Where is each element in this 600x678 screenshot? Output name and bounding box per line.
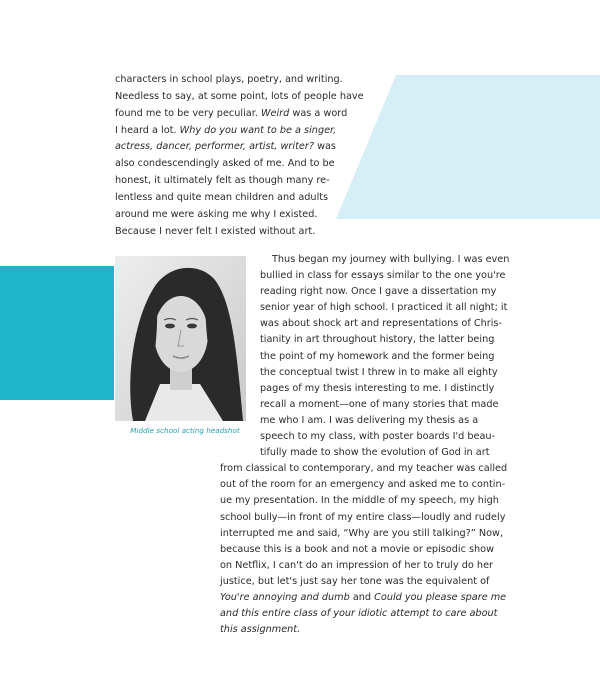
text-line: reading right now. Once I gave a dissertation my — [260, 286, 497, 298]
text-line: characters in school plays, poetry, and writing. — [115, 74, 343, 85]
text-line: lentless and quite mean children and adults — [115, 191, 329, 203]
text-line: on Netflix, I can't do an impression of her to truly do her — [220, 559, 494, 571]
text-line: actress, dancer, performer, artist, writer? was — [115, 141, 336, 153]
text-line: bullied in class for essays similar to the one you're — [260, 270, 506, 282]
text-line: justice, but let's just say her tone was the equivalent of — [220, 575, 490, 587]
text-line: Because I never felt I existed without art. — [115, 225, 316, 237]
text-line: me who I am. I was delivering my thesis as a — [260, 414, 479, 426]
text-line: Needless to say, at some point, lots of people have — [115, 90, 364, 102]
text-line: interrupted me and said, “Why are you still talking?” Now, — [220, 527, 504, 539]
paragraph-main — [220, 252, 520, 638]
text-line: pages of my thesis interesting to me. I distinctly — [260, 382, 495, 394]
text-line: speech to my class, with poster boards I'd beau- — [260, 431, 496, 443]
text-line: school bully—in front of my entire class—loudly and rudely — [220, 511, 506, 523]
text-line: tianity in art throughout history, the latter being — [260, 334, 495, 346]
text-line: also condescendingly asked of me. And to be — [115, 158, 335, 170]
text-line: from classical to contemporary, and my teacher was called — [220, 463, 508, 475]
text-line: this assignment. — [220, 624, 301, 636]
text-line: and this entire class of your idiotic attempt to care about — [220, 608, 498, 620]
text-line: found me to be very peculiar. Weird was a word — [115, 107, 348, 119]
text-line: Thus began my journey with bullying. I was even — [272, 254, 510, 265]
text-line: You're annoying and dumb and Could you please spare me — [220, 591, 507, 603]
text-line: recall a moment—one of many stories that made — [260, 398, 499, 410]
text-line: around me were asking me why I existed. — [115, 208, 318, 220]
text-line: I heard a lot. Why do you want to be a singer, — [115, 124, 337, 136]
text-line: out of the room for an emergency and asked me to contin- — [220, 479, 506, 491]
text-line: the point of my homework and the former being — [260, 350, 495, 362]
text-line: was about shock art and representations of Chris- — [260, 318, 502, 330]
photo-caption: Middle school acting headshot — [130, 426, 240, 435]
decorative-teal-block — [0, 266, 114, 400]
text-line: senior year of high school. I practiced it all night; it — [260, 302, 508, 314]
text-line: the conceptual twist I threw in to make all eighty — [260, 366, 498, 378]
text-line: ue my presentation. In the middle of my speech, my high — [220, 495, 499, 507]
text-line: tifully made to show the evolution of God in art — [260, 447, 490, 459]
text-line: because this is a book and not a movie or episodic show — [220, 543, 495, 555]
text-line: honest, it ultimately felt as though many re- — [115, 175, 330, 187]
paragraph-top — [115, 72, 377, 240]
